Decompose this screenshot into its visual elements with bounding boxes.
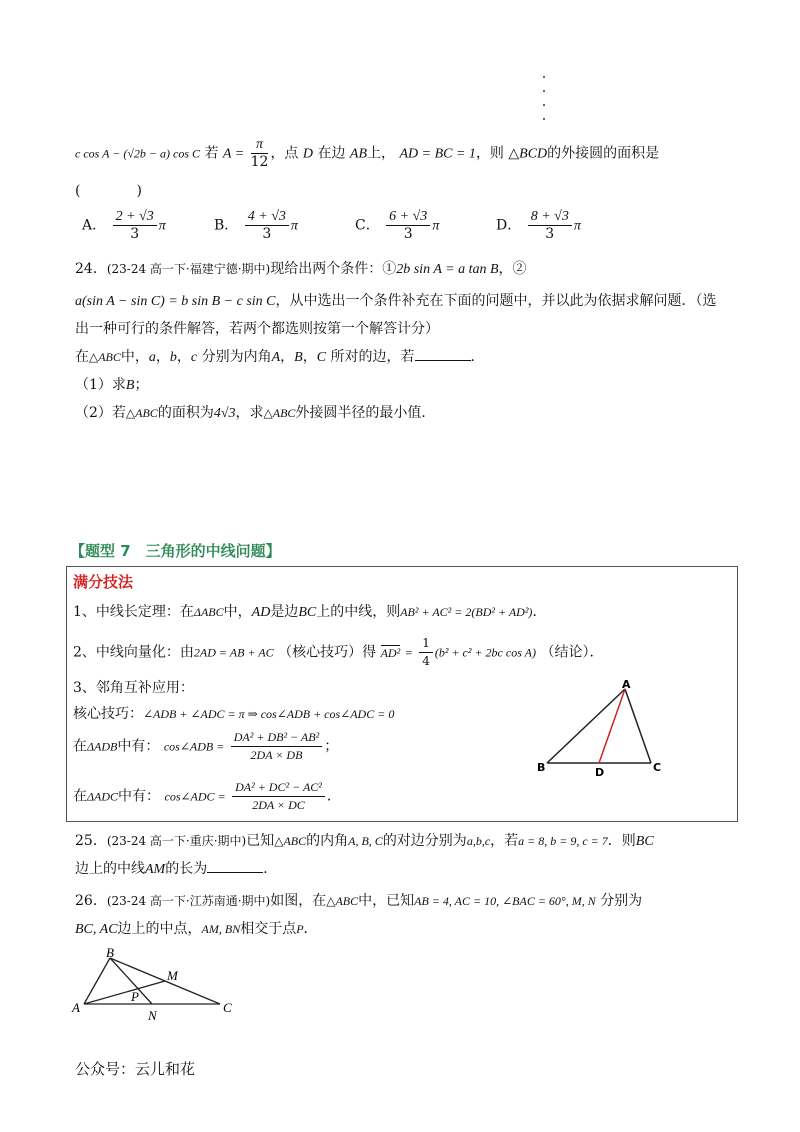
q24-line3: 出一种可行的条件解答，若两个都选则按第一个解答计分） [75, 321, 439, 337]
median-am [84, 981, 165, 1004]
angle-fraction: $\frac{\pi}{12}$ [250, 137, 269, 170]
option-b[interactable]: B． $\frac{4 + √3}{3}$ π [214, 209, 298, 242]
label-m: M [167, 968, 178, 983]
decorative-dot [543, 118, 545, 120]
q24-fill-blank[interactable] [415, 346, 471, 361]
tips-item-3: 3、邻角互补应用： [73, 680, 194, 696]
median-triangle-figure [537, 679, 667, 779]
decorative-dot [543, 90, 545, 92]
label-n: N [148, 1008, 157, 1023]
q26-triangle-figure [70, 946, 240, 1024]
tips-item-2: 2、中线向量化：由2AD = AB + AC （核心技巧）得 AD² = $\frac{1}{4}$ (b² + c² + 2bc cos A) （结论）． [73, 636, 604, 668]
q25-line1: 25．(23-24 高一下·重庆·期中)已知△ABC的内角A, B, C的对边分别为a,b,c，若a = 8, b = 9, c = 7．则BC [75, 833, 654, 849]
option-d[interactable]: D． $\frac{8 + √3}{3}$ π [496, 209, 581, 242]
q24-line2: a(sin A − sin C) = b sin B − c sin C，从中选出一个条件补充在下面的问题中，并以此为依据求解问题．（选 [75, 293, 717, 309]
q24-line1: 24．(23-24 高一下·福建宁德·期中)现给出两个条件：①2b sin A = a tan B，② [75, 261, 527, 277]
label-c: C [223, 1000, 232, 1015]
q24-number: 24． [75, 261, 107, 277]
q23-condition: c cos A − (√2b − a) cos C [75, 146, 200, 161]
median-ad [599, 689, 625, 763]
adb-formula: 在ΔADB中有： cos∠ADB = $\frac{\text{DA² + DB² − AB²}}{2DA \times DB}$ ； [73, 730, 339, 762]
label-a: A [622, 679, 631, 691]
q26-source: (23-24 高一下·江苏南通·期中) [106, 894, 271, 908]
q26-line2: BC, AC边上的中点，AM, BN相交于点P． [75, 921, 318, 937]
decorative-dot [543, 104, 545, 106]
q26-line1: 26．(23-24 高一下·江苏南通·期中)如图，在△ABC中，已知AB = 4, AC = 10, ∠BAC = 60°, M, N 分别为 [75, 893, 643, 909]
label-p: P [131, 989, 139, 1004]
label-b: B [537, 761, 546, 774]
q24-line4: 在△ABC中，a，b，c 分别为内角A，B，C 所对的边，若 ． [75, 346, 485, 366]
adc-formula: 在ΔADC中有： cos∠ADC = $\frac{\text{DA² + DC² − AC²}}{2DA \times DC}$ ． [73, 780, 341, 812]
label-c: C [653, 761, 662, 774]
tips-title: 满分技法 [73, 573, 134, 591]
label-a: A [72, 1000, 80, 1015]
tips-item-1: 1、中线长定理：在ΔABC中，AD是边BC上的中线，则AB² + AC² = 2(BD² + AD²)． [73, 604, 547, 620]
q24-sub2: （2）若△ABC的面积为4√3，求△ABC外接圆半径的最小值． [75, 405, 436, 421]
option-a[interactable]: A． $\frac{2 + √3}{3}$ π [82, 209, 166, 242]
q25-line2: 边上的中线AM的长为 ． [75, 858, 277, 878]
label-d: D [595, 766, 605, 779]
core-technique: 核心技巧：∠ADB + ∠ADC = π ⇒ cos∠ADB + cos∠ADC = 0 [73, 706, 395, 722]
option-c[interactable]: C． $\frac{6 + √3}{3}$ π [355, 209, 440, 242]
decorative-dot [543, 76, 545, 78]
q23-condition-line: c cos A − (√2b − a) cos C 若 A = $\frac{\pi}{12}$ ，点 D 在边 AB上， AD = BC = 1，则 △BCD的外接圆的面积是 [75, 137, 660, 170]
footer-wechat: 公众号：云儿和花 [75, 1060, 196, 1078]
section-heading: 【题型 7 三角形的中线问题】 [70, 542, 281, 560]
tips-box [66, 566, 738, 822]
q24-sub1: （1）求B； [75, 377, 149, 393]
q25-number: 25． [75, 833, 107, 849]
side-ab [547, 689, 625, 763]
q23-answer-paren: ( ) [75, 183, 142, 199]
q24-source: (23-24 高一下·福建宁德·期中) [106, 262, 271, 276]
side-ac [625, 689, 651, 763]
q25-fill-blank[interactable] [207, 858, 263, 873]
q26-number: 26． [75, 893, 107, 909]
q25-source: (23-24 高一下·重庆·期中) [106, 834, 247, 848]
label-b: B [106, 946, 114, 960]
